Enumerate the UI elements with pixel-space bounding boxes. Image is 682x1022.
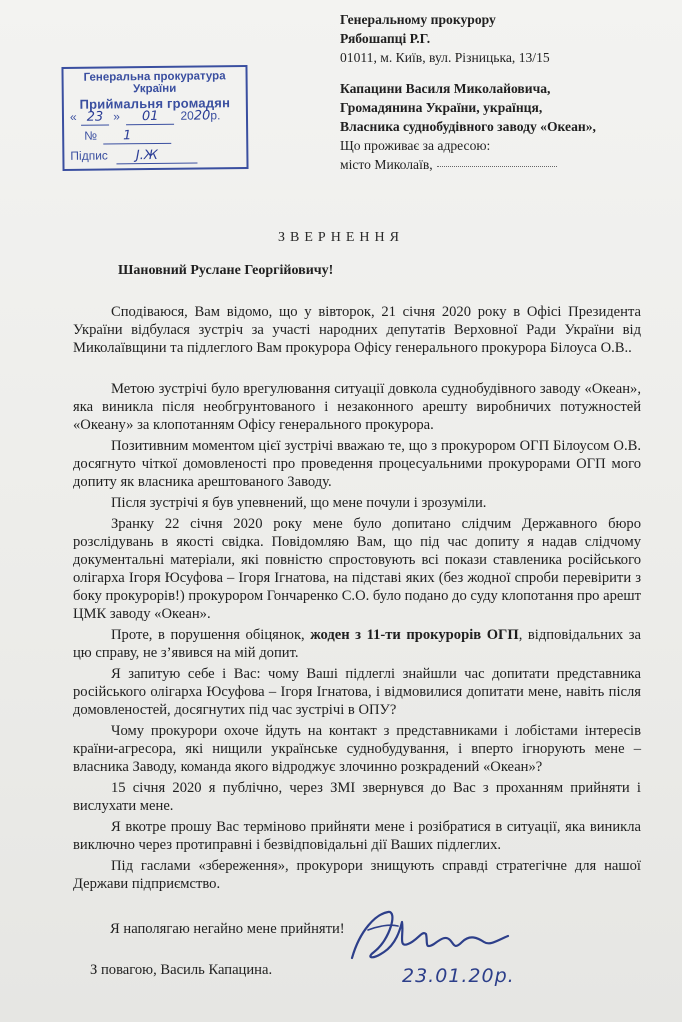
paragraph: 15 січня 2020 я публічно, через ЗМІ звернувся до Вас з проханням прийняти і вислухати мене.	[73, 780, 641, 814]
paragraph: Я вкотре прошу Вас терміново прийняти мене і розібратися в ситуації, яка виникла виключно через протиправні і безвідповідальні дії Ваших підлеглих.	[73, 819, 641, 853]
stamp-date-day: 23	[81, 109, 110, 125]
greeting: Шановний Руслане Георгійовичу!	[118, 263, 334, 278]
stamp-signature-value: Ј.Ж	[116, 148, 198, 165]
closing-demand: Я наполягаю негайно мене прийняти!	[110, 921, 345, 937]
emphasis-text: жоден з 11-ти прокурорів ОГП	[310, 627, 519, 643]
sender-city: місто Миколаїв,	[340, 155, 675, 174]
closing-regards: З повагою, Василь Капацина.	[90, 962, 273, 978]
sender-address-label: Що проживає за адресою:	[340, 138, 491, 153]
addressee-name: Рябошапці Р.Г.	[340, 31, 431, 46]
sender-citizenship: Громадянина України, українця,	[340, 100, 543, 115]
paragraph: Під гаслами «збереження», прокурори знищують справді стратегічне для нашої Держави підприємство.	[73, 858, 641, 892]
signature-date: 23.01.20р.	[402, 965, 515, 987]
addressee-title: Генеральному прокурору	[340, 12, 496, 27]
paragraph: Чому прокурори охоче йдуть на контакт з представниками і лобістами інтересів країни-агресора, які нищили українське суднобудування, і вперто ігнорують мене – власника Заводу, команда якого відроджує злочинно розкрадений «Океан»?	[73, 723, 641, 775]
sender-name: Капацини Василя Миколайовича,	[340, 81, 551, 96]
stamp-date-month: 01	[126, 109, 175, 126]
registration-stamp	[61, 65, 248, 171]
paragraph: Зранку 22 січня 2020 року мене було допитано слідчим Державного бюро розслідувань в якості свідка. Повідомляю Вам, що під час допиту я надав слідчому документальні матеріали, які повністю спростовують всі покази ставленика російського олігарха Ігоря Юсуфова – Ігоря Ігнатова, на підставі яких (без жодної спроби перевірити з боку прокурорів!) прокурором Гончаренко С.О. було подано до суду клопотання про арешт ЦМК заводу «Океан».	[73, 516, 641, 622]
stamp-office: Приймальня громадян	[79, 95, 231, 112]
stamp-date-year: 20	[193, 108, 211, 124]
paragraph: Сподіваюся, Вам відомо, що у вівторок, 21 січня 2020 року в Офісі Президента України відбулася зустріч за участі народних депутатів Верховної Ради України від Миколаївщини та підлеглого Вам прокурора Офісу генерального прокурора Білоуса О.В..	[73, 304, 641, 356]
paragraph: Позитивним моментом цієї зустрічі вважаю те, що з прокурором ОГП Білоусом О.В. досягнуто чіткої домовленості про проведення процесуальними прокурорами ОГП мого допиту як власника арештованого Заводу.	[73, 438, 641, 490]
redacted-address-line	[437, 165, 557, 167]
document-title: ЗВЕРНЕННЯ	[278, 230, 404, 245]
stamp-number-row: № 1	[70, 128, 171, 144]
addressee-block	[340, 10, 675, 174]
stamp-organization: Генеральна прокуратура України	[83, 70, 226, 96]
sender-role: Власника суднобудівного заводу «Океан»,	[340, 119, 596, 134]
stamp-date-row: « 23 » 01 2020р.	[69, 108, 221, 125]
paragraph: Після зустрічі я був упевнений, що мене почули і зрозуміли.	[111, 495, 487, 511]
stamp-signature-row: Підпис Ј.Ж	[70, 148, 198, 164]
stamp-number-value: 1	[103, 128, 171, 145]
paragraph: Я запитую себе і Вас: чому Ваші підлеглі знайшли час допитати представника російського олігарха Юсуфова – Ігоря Ігнатова, і відмовилися допитати мене, навіть після домовленостей, досягнутих під час зустрічі в ОПУ?	[73, 666, 641, 718]
paragraph: Проте, в порушення обіцянок, жоден з 11-ти прокурорів ОГП, відповідальних за цю справу, не з’явився на мій допит.	[73, 627, 641, 661]
addressee-address: 01011, м. Київ, вул. Різницька, 13/15	[340, 50, 550, 65]
letter-body	[73, 287, 641, 893]
paragraph: Метою зустрічі було врегулювання ситуації довкола суднобудівного заводу «Океан», яка виникла після необгрунтованого і незаконного арешту виробничих потужностей «Океану» за клопотанням Офісу генерального прокурора.	[73, 381, 641, 433]
